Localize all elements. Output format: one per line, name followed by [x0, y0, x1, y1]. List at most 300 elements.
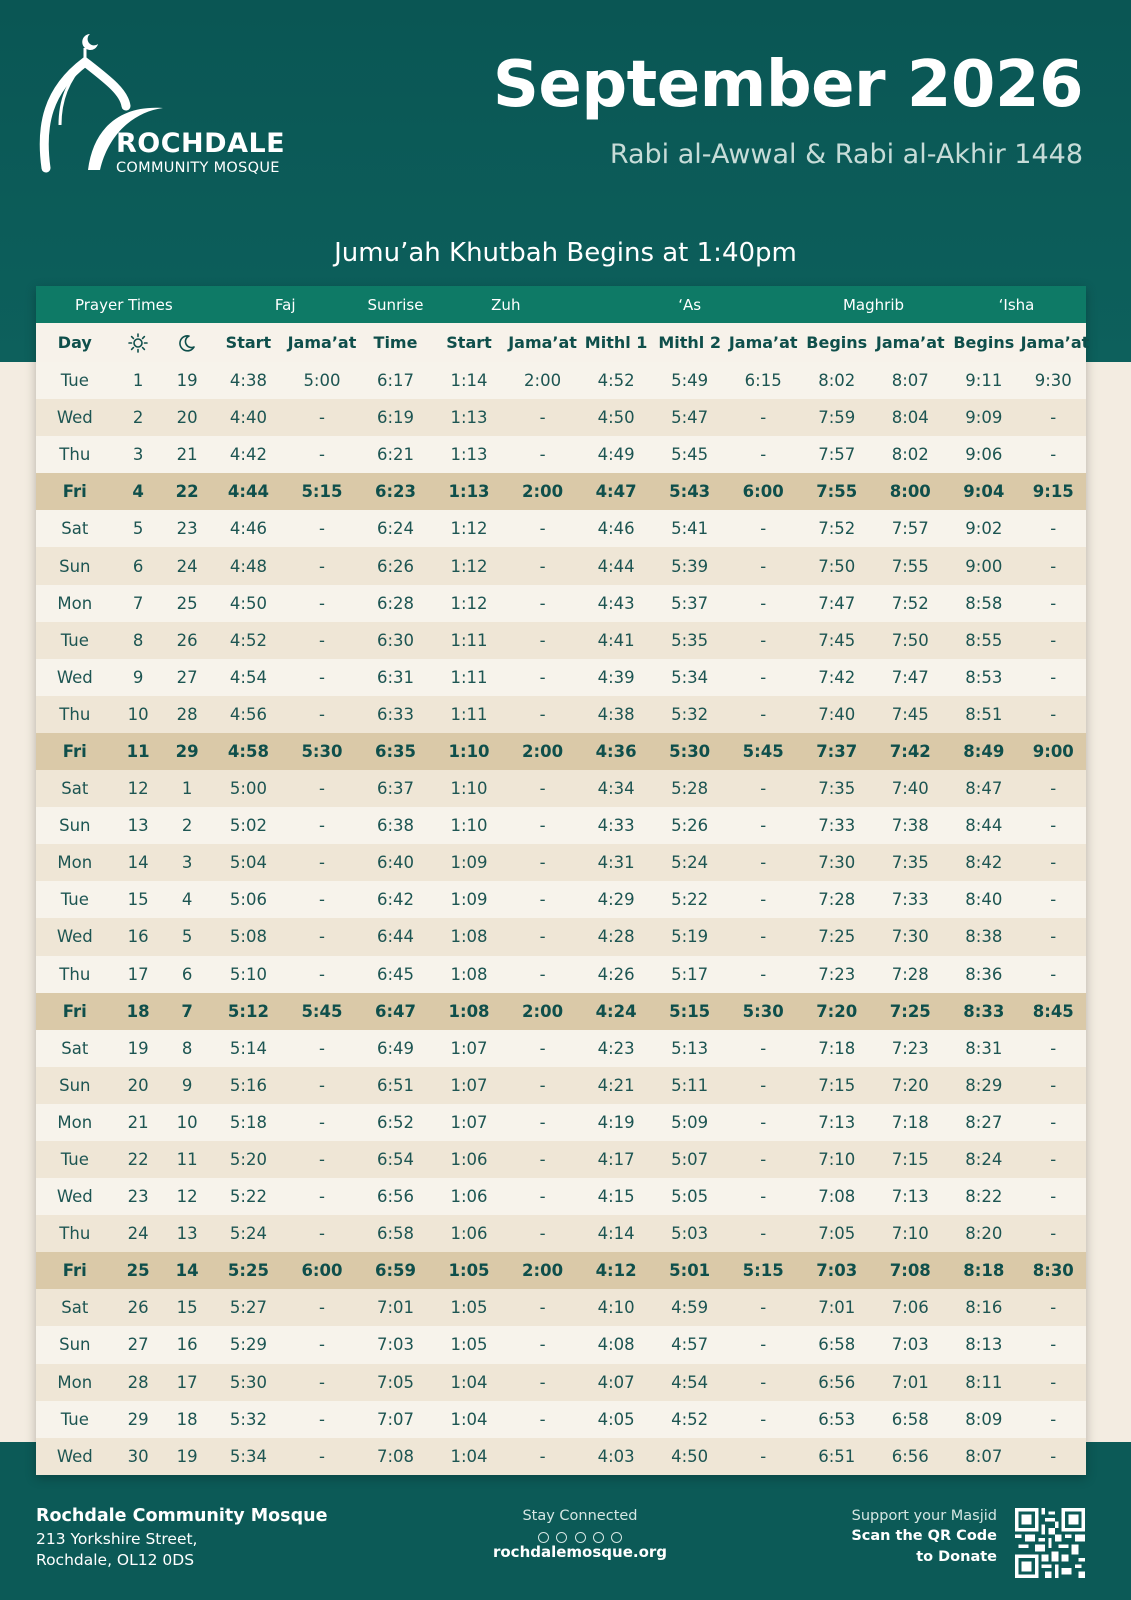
cell-asr-jamaat: - [726, 1289, 800, 1326]
whatsapp-icon[interactable] [611, 1532, 622, 1543]
cell-sunrise-time: 6:59 [359, 1252, 433, 1289]
cell-maghrib-begins: 7:18 [800, 1030, 874, 1067]
cell-asr-mithl2: 4:54 [653, 1364, 727, 1401]
cell-gregorian-date: 22 [114, 1141, 163, 1178]
cell-gregorian-date: 24 [114, 1215, 163, 1252]
cell-sunrise-time: 6:52 [359, 1104, 433, 1141]
cell-gregorian-date: 30 [114, 1438, 163, 1475]
cell-asr-mithl1: 4:49 [579, 436, 653, 473]
cell-zuhr-start: 1:13 [432, 473, 506, 510]
cell-zuhr-jamaat: - [506, 807, 580, 844]
col-fajr-start: Start [212, 323, 286, 362]
cell-day: Fri [36, 1252, 114, 1289]
cell-zuhr-jamaat: - [506, 585, 580, 622]
cell-hijri-date: 16 [163, 1326, 212, 1363]
col-isha-begins: Begins [947, 323, 1021, 362]
cell-zuhr-start: 1:09 [432, 844, 506, 881]
cell-zuhr-jamaat: - [506, 1104, 580, 1141]
cell-maghrib-begins: 7:40 [800, 696, 874, 733]
cell-maghrib-jamaat: 7:13 [874, 1178, 948, 1215]
cell-isha-begins: 8:51 [947, 696, 1021, 733]
cell-sunrise-time: 6:21 [359, 436, 433, 473]
cell-gregorian-date: 19 [114, 1030, 163, 1067]
cell-isha-jamaat: - [1021, 510, 1086, 547]
cell-hijri-date: 5 [163, 918, 212, 955]
cell-isha-jamaat: - [1021, 1215, 1086, 1252]
cell-asr-mithl2: 4:50 [653, 1438, 727, 1475]
cell-isha-begins: 8:42 [947, 844, 1021, 881]
cell-maghrib-jamaat: 7:15 [874, 1141, 948, 1178]
cell-hijri-date: 23 [163, 510, 212, 547]
cell-maghrib-jamaat: 7:33 [874, 881, 948, 918]
cell-asr-jamaat: - [726, 436, 800, 473]
cell-gregorian-date: 7 [114, 585, 163, 622]
cell-maghrib-jamaat: 7:45 [874, 696, 948, 733]
cell-fajr-jamaat: - [285, 436, 359, 473]
cell-zuhr-jamaat: - [506, 1326, 580, 1363]
cell-hijri-date: 20 [163, 399, 212, 436]
cell-isha-begins: 8:40 [947, 881, 1021, 918]
cell-maghrib-jamaat: 8:07 [874, 362, 948, 399]
cell-isha-jamaat: - [1021, 1401, 1086, 1438]
table-row [36, 622, 1086, 659]
cell-isha-begins: 8:27 [947, 1104, 1021, 1141]
cell-fajr-start: 4:44 [212, 473, 286, 510]
cell-isha-begins: 8:18 [947, 1252, 1021, 1289]
social-icons [430, 1528, 730, 1540]
cell-asr-mithl2: 5:35 [653, 622, 727, 659]
cell-isha-begins: 8:49 [947, 733, 1021, 770]
cell-maghrib-jamaat: 7:35 [874, 844, 948, 881]
cell-gregorian-date: 17 [114, 956, 163, 993]
cell-asr-mithl2: 5:15 [653, 993, 727, 1030]
cell-zuhr-jamaat: - [506, 510, 580, 547]
cell-sunrise-time: 6:23 [359, 473, 433, 510]
cell-isha-jamaat: - [1021, 1178, 1086, 1215]
cell-isha-begins: 8:09 [947, 1401, 1021, 1438]
cell-zuhr-start: 1:10 [432, 770, 506, 807]
cell-asr-jamaat: - [726, 547, 800, 584]
cell-asr-mithl2: 4:59 [653, 1289, 727, 1326]
table-row [36, 807, 1086, 844]
cell-fajr-start: 5:14 [212, 1030, 286, 1067]
cell-maghrib-begins: 7:25 [800, 918, 874, 955]
cell-hijri-date: 15 [163, 1289, 212, 1326]
cell-maghrib-begins: 7:23 [800, 956, 874, 993]
cell-asr-jamaat: - [726, 807, 800, 844]
cell-maghrib-jamaat: 7:03 [874, 1326, 948, 1363]
cell-fajr-jamaat: - [285, 659, 359, 696]
cell-asr-mithl1: 4:41 [579, 622, 653, 659]
cell-asr-mithl2: 5:37 [653, 585, 727, 622]
cell-day: Sat [36, 510, 114, 547]
group-sunrise: Sunrise [359, 286, 433, 323]
table-row [36, 881, 1086, 918]
cell-fajr-jamaat: - [285, 547, 359, 584]
table-row [36, 1141, 1086, 1178]
cell-zuhr-start: 1:06 [432, 1141, 506, 1178]
cell-maghrib-begins: 7:30 [800, 844, 874, 881]
group-fajr: Faj [212, 286, 359, 323]
table-row [36, 1438, 1086, 1475]
page-title: September 2026 [492, 48, 1083, 122]
facebook-icon[interactable] [538, 1532, 549, 1543]
cell-zuhr-jamaat: - [506, 1178, 580, 1215]
cell-isha-jamaat: 9:00 [1021, 733, 1086, 770]
cell-asr-mithl1: 4:43 [579, 585, 653, 622]
cell-fajr-jamaat: 5:45 [285, 993, 359, 1030]
table-row [36, 733, 1086, 770]
cell-hijri-date: 22 [163, 473, 212, 510]
cell-maghrib-begins: 8:02 [800, 362, 874, 399]
cell-fajr-jamaat: - [285, 1067, 359, 1104]
column-header-row [36, 323, 1086, 362]
cell-asr-mithl2: 5:17 [653, 956, 727, 993]
cell-fajr-jamaat: - [285, 1141, 359, 1178]
cell-zuhr-jamaat: 2:00 [506, 993, 580, 1030]
cell-zuhr-jamaat: 2:00 [506, 1252, 580, 1289]
cell-asr-jamaat: - [726, 696, 800, 733]
stay-connected-label: Stay Connected [522, 1508, 638, 1524]
cell-asr-mithl1: 4:29 [579, 881, 653, 918]
cell-isha-begins: 8:13 [947, 1326, 1021, 1363]
cell-isha-jamaat: - [1021, 622, 1086, 659]
cell-asr-mithl1: 4:47 [579, 473, 653, 510]
cell-day: Mon [36, 585, 114, 622]
col-gregorian [114, 323, 163, 362]
support-label: Support your Masjid [851, 1508, 997, 1524]
cell-asr-mithl1: 4:05 [579, 1401, 653, 1438]
cell-sunrise-time: 6:31 [359, 659, 433, 696]
cell-isha-begins: 8:20 [947, 1215, 1021, 1252]
cell-isha-begins: 8:29 [947, 1067, 1021, 1104]
cell-fajr-jamaat: 6:00 [285, 1252, 359, 1289]
cell-fajr-jamaat: - [285, 1364, 359, 1401]
cell-asr-mithl1: 4:03 [579, 1438, 653, 1475]
table-row [36, 1364, 1086, 1401]
cell-day: Wed [36, 659, 114, 696]
cell-asr-mithl1: 4:19 [579, 1104, 653, 1141]
cell-zuhr-start: 1:04 [432, 1401, 506, 1438]
cell-sunrise-time: 7:07 [359, 1401, 433, 1438]
cell-hijri-date: 27 [163, 659, 212, 696]
cell-isha-begins: 8:58 [947, 585, 1021, 622]
cell-asr-mithl2: 5:49 [653, 362, 727, 399]
cell-asr-mithl1: 4:38 [579, 696, 653, 733]
qr-code-icon[interactable] [1015, 1508, 1085, 1578]
cell-asr-mithl1: 4:28 [579, 918, 653, 955]
table-row [36, 473, 1086, 510]
cell-maghrib-jamaat: 7:55 [874, 547, 948, 584]
cell-zuhr-start: 1:08 [432, 956, 506, 993]
cell-asr-mithl2: 4:57 [653, 1326, 727, 1363]
org-subtitle: COMMUNITY MOSQUE [116, 160, 280, 176]
cell-maghrib-begins: 7:08 [800, 1178, 874, 1215]
cell-asr-jamaat: 5:30 [726, 993, 800, 1030]
cell-sunrise-time: 6:26 [359, 547, 433, 584]
cell-day: Wed [36, 399, 114, 436]
cell-gregorian-date: 20 [114, 1067, 163, 1104]
cell-sunrise-time: 6:49 [359, 1030, 433, 1067]
cell-zuhr-jamaat: - [506, 770, 580, 807]
sun-icon [128, 333, 148, 353]
cell-asr-mithl2: 5:03 [653, 1215, 727, 1252]
cell-zuhr-start: 1:13 [432, 399, 506, 436]
table-row [36, 1067, 1086, 1104]
cell-day: Sat [36, 1030, 114, 1067]
cell-maghrib-jamaat: 7:01 [874, 1364, 948, 1401]
cell-maghrib-begins: 7:10 [800, 1141, 874, 1178]
table-row [36, 1326, 1086, 1363]
cell-hijri-date: 26 [163, 622, 212, 659]
cell-hijri-date: 17 [163, 1364, 212, 1401]
cell-hijri-date: 25 [163, 585, 212, 622]
cell-zuhr-start: 1:12 [432, 510, 506, 547]
cell-isha-begins: 8:11 [947, 1364, 1021, 1401]
cell-zuhr-jamaat: - [506, 956, 580, 993]
cell-isha-begins: 8:55 [947, 622, 1021, 659]
cell-maghrib-begins: 7:59 [800, 399, 874, 436]
table-row [36, 1252, 1086, 1289]
cell-day: Mon [36, 844, 114, 881]
cell-asr-jamaat: - [726, 1030, 800, 1067]
cell-fajr-start: 4:56 [212, 696, 286, 733]
cell-maghrib-jamaat: 7:30 [874, 918, 948, 955]
cell-maghrib-begins: 7:28 [800, 881, 874, 918]
col-asr-mithl1: Mithl 1 [579, 323, 653, 362]
table-row [36, 1178, 1086, 1215]
col-maghrib-begins: Begins [800, 323, 874, 362]
cell-zuhr-jamaat: 2:00 [506, 362, 580, 399]
cell-sunrise-time: 6:45 [359, 956, 433, 993]
cell-fajr-start: 5:08 [212, 918, 286, 955]
cell-zuhr-start: 1:07 [432, 1030, 506, 1067]
cell-asr-mithl1: 4:36 [579, 733, 653, 770]
cell-zuhr-jamaat: - [506, 1067, 580, 1104]
cell-maghrib-begins: 7:57 [800, 436, 874, 473]
cell-isha-jamaat: - [1021, 1067, 1086, 1104]
instagram-icon[interactable] [575, 1532, 586, 1543]
cell-sunrise-time: 6:51 [359, 1067, 433, 1104]
cell-isha-jamaat: 8:45 [1021, 993, 1086, 1030]
cell-fajr-start: 4:52 [212, 622, 286, 659]
cell-asr-jamaat: - [726, 659, 800, 696]
cell-asr-mithl2: 5:13 [653, 1030, 727, 1067]
cell-gregorian-date: 21 [114, 1104, 163, 1141]
cell-asr-jamaat: - [726, 1067, 800, 1104]
cell-fajr-jamaat: - [285, 844, 359, 881]
cell-fajr-start: 4:48 [212, 547, 286, 584]
table-row [36, 399, 1086, 436]
cell-isha-begins: 8:24 [947, 1141, 1021, 1178]
cell-asr-jamaat: - [726, 1326, 800, 1363]
cell-zuhr-start: 1:14 [432, 362, 506, 399]
cell-isha-jamaat: - [1021, 1030, 1086, 1067]
cell-asr-jamaat: - [726, 844, 800, 881]
cell-hijri-date: 7 [163, 993, 212, 1030]
cell-day: Sun [36, 1067, 114, 1104]
cell-sunrise-time: 6:28 [359, 585, 433, 622]
cell-hijri-date: 10 [163, 1104, 212, 1141]
cell-day: Thu [36, 1215, 114, 1252]
cell-zuhr-start: 1:06 [432, 1215, 506, 1252]
cell-asr-mithl1: 4:07 [579, 1364, 653, 1401]
cell-hijri-date: 29 [163, 733, 212, 770]
cell-zuhr-start: 1:12 [432, 585, 506, 622]
cell-isha-jamaat: - [1021, 770, 1086, 807]
cell-zuhr-jamaat: - [506, 844, 580, 881]
cell-asr-mithl2: 5:05 [653, 1178, 727, 1215]
cell-fajr-start: 5:27 [212, 1289, 286, 1326]
x-icon[interactable] [593, 1532, 604, 1543]
cell-asr-mithl1: 4:15 [579, 1178, 653, 1215]
cell-asr-mithl1: 4:10 [579, 1289, 653, 1326]
cell-isha-jamaat: - [1021, 436, 1086, 473]
cell-maghrib-jamaat: 7:40 [874, 770, 948, 807]
cell-asr-mithl1: 4:12 [579, 1252, 653, 1289]
cell-fajr-jamaat: - [285, 696, 359, 733]
cell-fajr-start: 5:34 [212, 1438, 286, 1475]
cell-gregorian-date: 18 [114, 993, 163, 1030]
cell-asr-mithl1: 4:26 [579, 956, 653, 993]
cell-isha-jamaat: 8:30 [1021, 1252, 1086, 1289]
cell-asr-mithl1: 4:33 [579, 807, 653, 844]
cell-day: Mon [36, 1364, 114, 1401]
cell-gregorian-date: 10 [114, 696, 163, 733]
footer-donate-block [851, 1508, 997, 1568]
cell-maghrib-jamaat: 7:57 [874, 510, 948, 547]
cell-hijri-date: 14 [163, 1252, 212, 1289]
cell-sunrise-time: 6:35 [359, 733, 433, 770]
cell-maghrib-begins: 6:53 [800, 1401, 874, 1438]
cell-fajr-jamaat: - [285, 1178, 359, 1215]
cell-asr-mithl2: 5:41 [653, 510, 727, 547]
cell-day: Wed [36, 918, 114, 955]
cell-asr-mithl2: 5:47 [653, 399, 727, 436]
cell-isha-jamaat: 9:30 [1021, 362, 1086, 399]
cell-maghrib-begins: 7:42 [800, 659, 874, 696]
youtube-icon[interactable] [556, 1532, 567, 1543]
table-row [36, 993, 1086, 1030]
cell-asr-jamaat: - [726, 585, 800, 622]
table-row [36, 1401, 1086, 1438]
cell-hijri-date: 8 [163, 1030, 212, 1067]
cell-zuhr-start: 1:04 [432, 1364, 506, 1401]
cell-sunrise-time: 7:01 [359, 1289, 433, 1326]
cell-maghrib-begins: 7:47 [800, 585, 874, 622]
cell-sunrise-time: 6:33 [359, 696, 433, 733]
cell-asr-mithl2: 5:28 [653, 770, 727, 807]
cell-day: Fri [36, 733, 114, 770]
cell-asr-mithl2: 5:26 [653, 807, 727, 844]
cell-asr-mithl1: 4:17 [579, 1141, 653, 1178]
cell-asr-jamaat: - [726, 622, 800, 659]
cell-sunrise-time: 6:17 [359, 362, 433, 399]
cell-gregorian-date: 15 [114, 881, 163, 918]
col-zuhr-jamaat: Jama’at [506, 323, 580, 362]
cell-zuhr-start: 1:05 [432, 1326, 506, 1363]
cell-asr-jamaat: - [726, 770, 800, 807]
cell-zuhr-jamaat: - [506, 1364, 580, 1401]
cell-asr-mithl2: 5:45 [653, 436, 727, 473]
cell-hijri-date: 19 [163, 1438, 212, 1475]
cell-fajr-start: 4:46 [212, 510, 286, 547]
cell-hijri-date: 9 [163, 1067, 212, 1104]
cell-isha-begins: 9:06 [947, 436, 1021, 473]
cell-zuhr-start: 1:08 [432, 918, 506, 955]
cell-isha-begins: 9:00 [947, 547, 1021, 584]
cell-maghrib-jamaat: 7:06 [874, 1289, 948, 1326]
cell-isha-jamaat: - [1021, 807, 1086, 844]
prayer-timetable [36, 286, 1090, 1475]
table-row [36, 1289, 1086, 1326]
cell-hijri-date: 19 [163, 362, 212, 399]
cell-isha-jamaat: - [1021, 844, 1086, 881]
cell-day: Tue [36, 622, 114, 659]
cell-isha-begins: 8:38 [947, 918, 1021, 955]
cell-fajr-start: 5:20 [212, 1141, 286, 1178]
scan-line-2: to Donate [916, 1549, 997, 1565]
cell-hijri-date: 6 [163, 956, 212, 993]
cell-fajr-jamaat: - [285, 918, 359, 955]
cell-asr-jamaat: - [726, 1104, 800, 1141]
cell-day: Wed [36, 1178, 114, 1215]
cell-isha-begins: 8:16 [947, 1289, 1021, 1326]
cell-isha-begins: 8:22 [947, 1178, 1021, 1215]
cell-maghrib-jamaat: 7:18 [874, 1104, 948, 1141]
cell-asr-mithl2: 5:34 [653, 659, 727, 696]
footer-address-block [36, 1506, 327, 1571]
cell-zuhr-jamaat: - [506, 659, 580, 696]
cell-fajr-start: 5:04 [212, 844, 286, 881]
cell-asr-mithl2: 5:11 [653, 1067, 727, 1104]
cell-asr-mithl1: 4:39 [579, 659, 653, 696]
cell-sunrise-time: 7:03 [359, 1326, 433, 1363]
cell-isha-jamaat: - [1021, 585, 1086, 622]
cell-gregorian-date: 29 [114, 1401, 163, 1438]
cell-zuhr-jamaat: - [506, 1289, 580, 1326]
cell-fajr-jamaat: - [285, 1104, 359, 1141]
cell-fajr-start: 4:58 [212, 733, 286, 770]
cell-fajr-jamaat: - [285, 956, 359, 993]
cell-hijri-date: 4 [163, 881, 212, 918]
cell-isha-jamaat: - [1021, 1289, 1086, 1326]
cell-isha-begins: 8:47 [947, 770, 1021, 807]
cell-asr-jamaat: 5:15 [726, 1252, 800, 1289]
cell-zuhr-start: 1:05 [432, 1252, 506, 1289]
cell-gregorian-date: 11 [114, 733, 163, 770]
table-row [36, 770, 1086, 807]
cell-fajr-start: 5:24 [212, 1215, 286, 1252]
cell-asr-mithl1: 4:08 [579, 1326, 653, 1363]
cell-gregorian-date: 2 [114, 399, 163, 436]
cell-isha-jamaat: - [1021, 1364, 1086, 1401]
cell-zuhr-jamaat: - [506, 881, 580, 918]
cell-sunrise-time: 6:19 [359, 399, 433, 436]
cell-maghrib-jamaat: 7:23 [874, 1030, 948, 1067]
cell-fajr-jamaat: - [285, 770, 359, 807]
col-asr-mithl2: Mithl 2 [653, 323, 727, 362]
website-link[interactable]: rochdalemosque.org [492, 1543, 668, 1561]
cell-gregorian-date: 28 [114, 1364, 163, 1401]
table-row [36, 436, 1086, 473]
cell-gregorian-date: 16 [114, 918, 163, 955]
cell-asr-mithl1: 4:50 [579, 399, 653, 436]
cell-maghrib-jamaat: 6:58 [874, 1401, 948, 1438]
col-zuhr-start: Start [432, 323, 506, 362]
cell-hijri-date: 1 [163, 770, 212, 807]
cell-zuhr-start: 1:04 [432, 1438, 506, 1475]
